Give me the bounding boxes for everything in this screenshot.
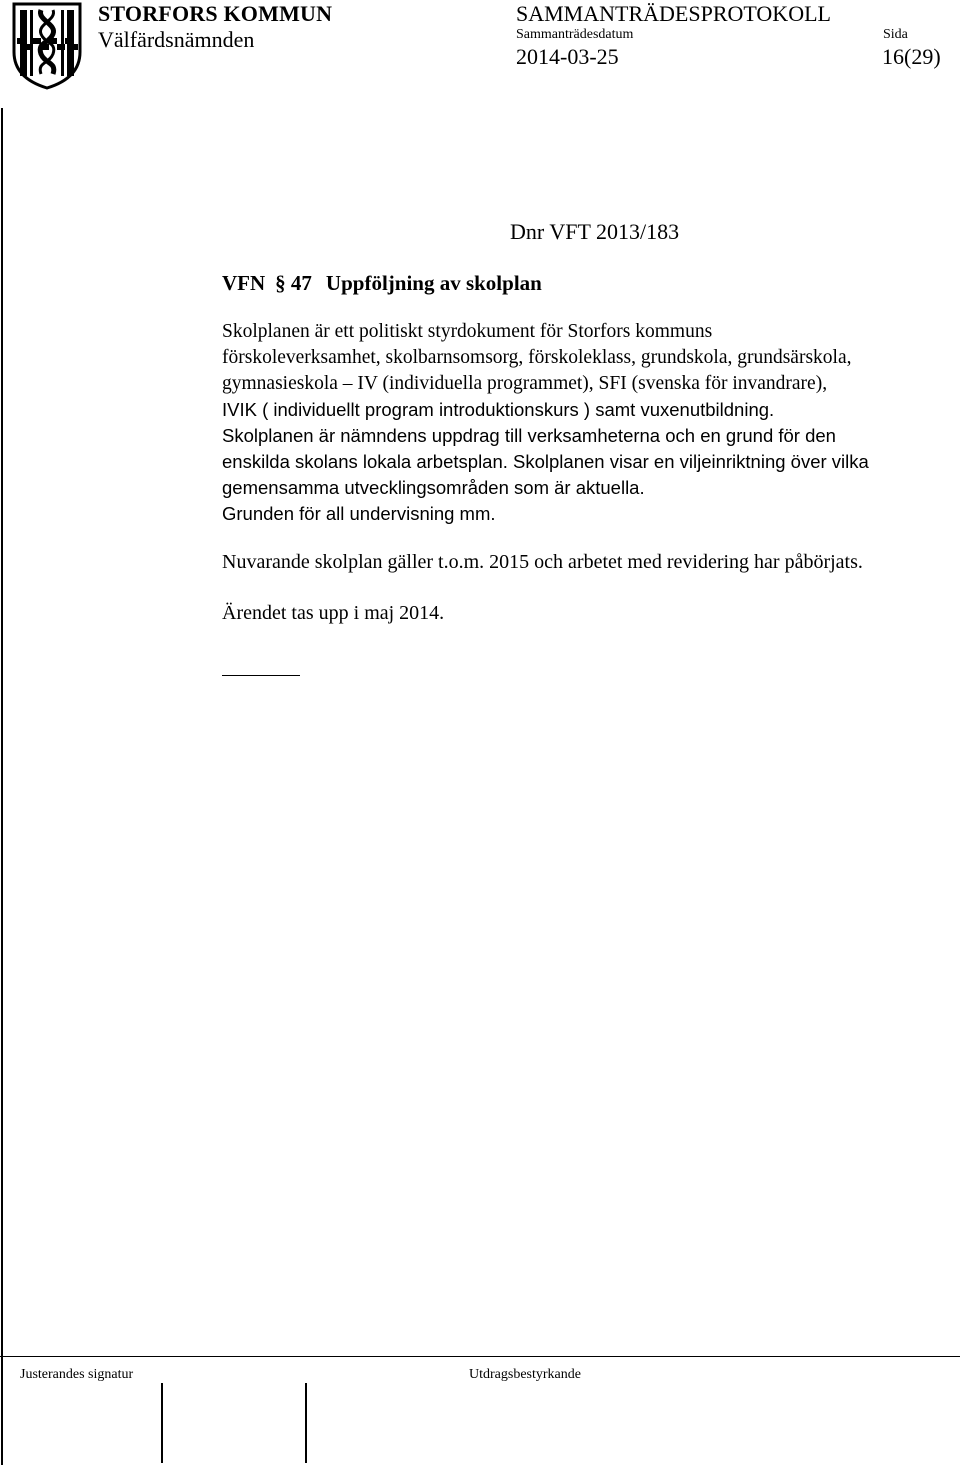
item-number: 47 <box>290 271 312 295</box>
body-line: enskilda skolans lokala arbetsplan. Skolplanen visar en viljeinriktning över vilka <box>222 451 869 472</box>
body-line: gymnasieskola – IV (individuella programmet), SFI (svenska för invandrare), <box>222 373 828 394</box>
status-note: Nuvarande skolplan gäller t.o.m. 2015 och arbetet med revidering har påbörjats. <box>222 551 863 573</box>
body-line: gemensamma utvecklingsområden som är aktuella. <box>222 477 645 498</box>
body-line: förskoleverksamhet, skolbarnsomsorg, förskoleklass, grundskola, grundsärskola, <box>222 347 852 368</box>
committee-name: Välfärdsnämnden <box>98 27 255 52</box>
meeting-date-label: Sammanträdesdatum <box>516 27 634 42</box>
item-code: VFN <box>222 271 266 295</box>
storfors-coat-of-arms-icon <box>11 2 83 90</box>
signature-box-divider-2 <box>305 1383 307 1463</box>
footer-divider <box>0 1356 960 1357</box>
body-line: Grunden för all undervisning mm. <box>222 503 496 524</box>
followup-note: Ärendet tas upp i maj 2014. <box>222 602 445 624</box>
body-line: Skolplanen är nämndens uppdrag till verksamheterna och en grund för den <box>222 425 836 446</box>
registration-number: Dnr VFT 2013/183 <box>510 219 680 244</box>
signature-label: Justerandes signatur <box>20 1367 134 1382</box>
body-line: Skolplanen är ett politiskt styrdokument för Storfors kommuns <box>222 321 713 342</box>
section-symbol: § <box>275 271 286 295</box>
body-line: IVIK ( individuellt program introduktionskurs ) samt vuxenutbildning. <box>222 399 775 420</box>
page-number: 16(29) <box>882 44 941 69</box>
document-type: SAMMANTRÄDESPROTOKOLL <box>516 1 831 26</box>
page-label: Sida <box>883 27 908 42</box>
section-end-rule <box>222 675 300 676</box>
left-margin-line <box>1 108 3 1465</box>
item-heading <box>222 271 542 296</box>
item-title: Uppföljning av skolplan <box>325 271 542 295</box>
extract-certification-label: Utdragsbestyrkande <box>469 1367 581 1382</box>
meeting-date: 2014-03-25 <box>516 44 619 69</box>
signature-box-divider-1 <box>161 1383 163 1463</box>
body-paragraph <box>222 319 942 527</box>
organization-name: STORFORS KOMMUN <box>98 1 333 26</box>
